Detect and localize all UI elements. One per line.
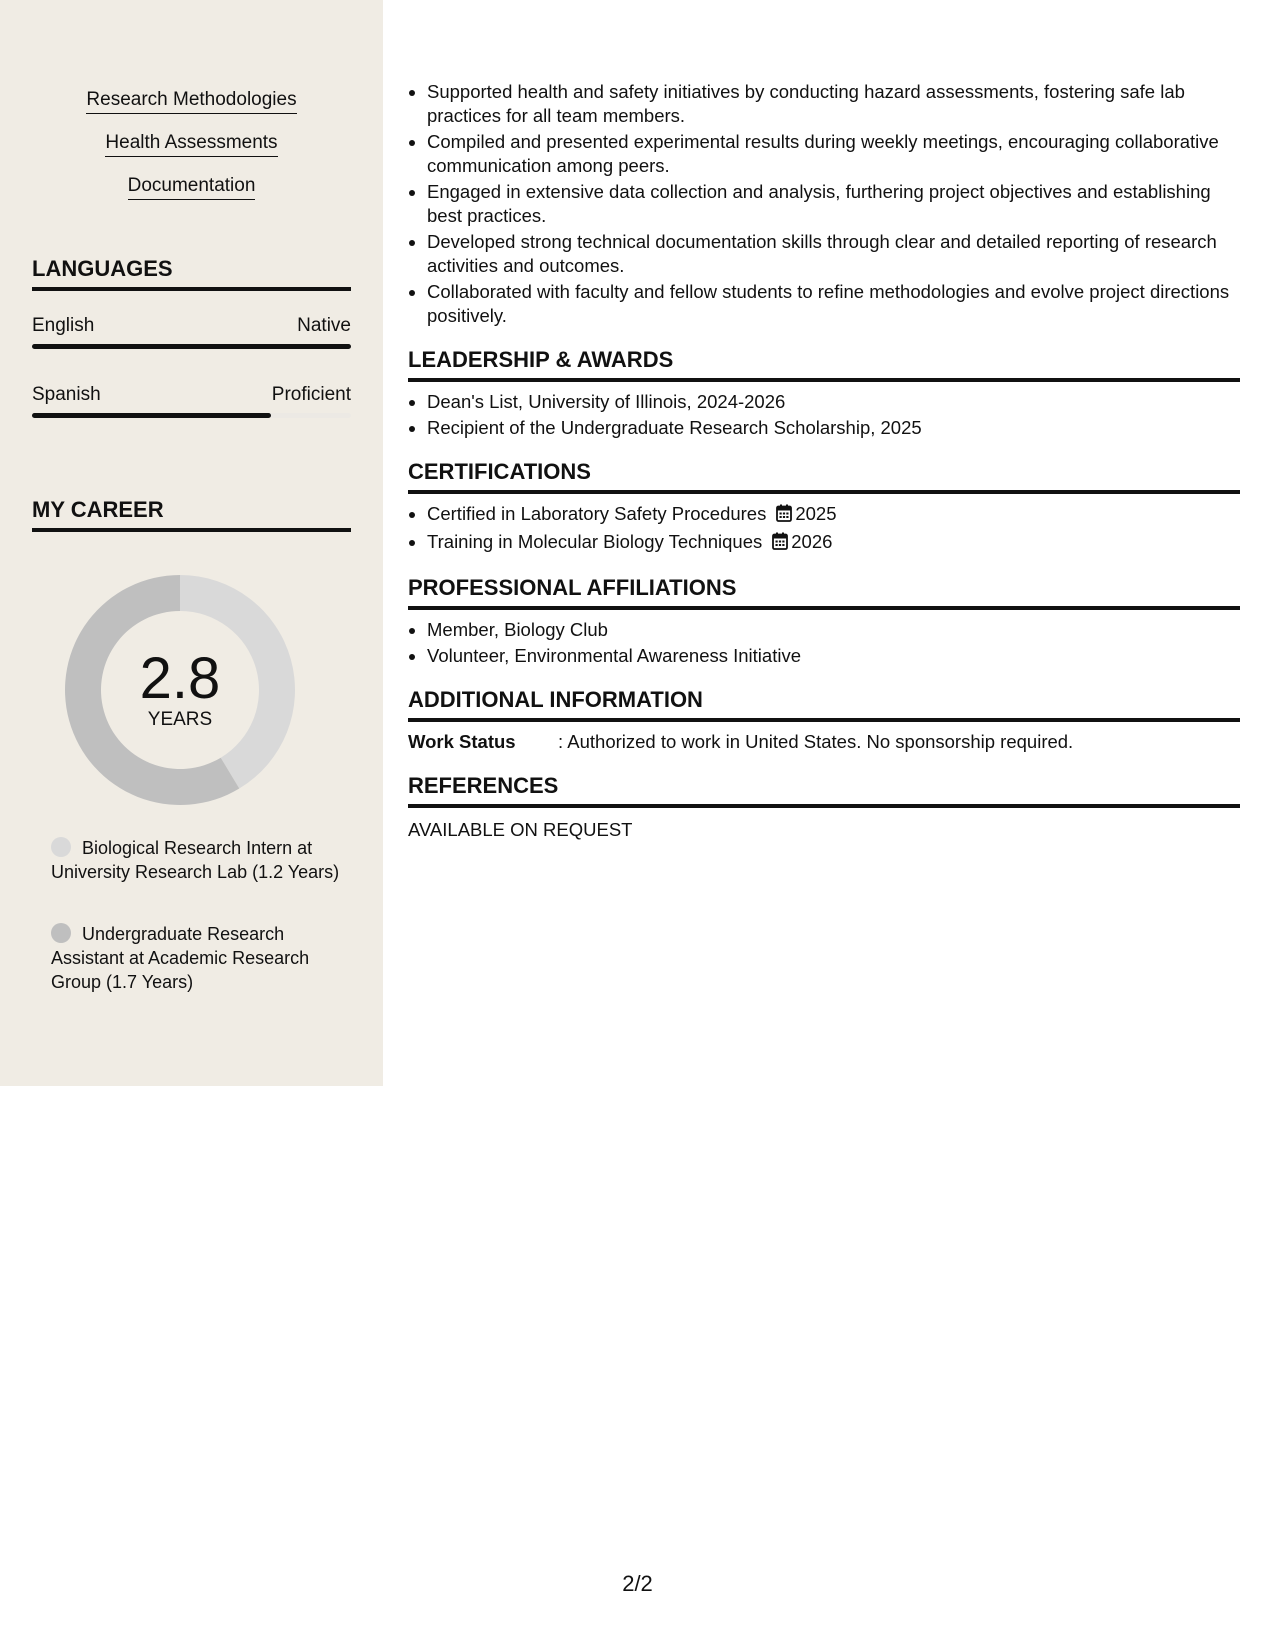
- work-status-row: [408, 730, 1240, 754]
- language-name: Spanish: [32, 384, 101, 405]
- certifications-heading: CERTIFICATIONS: [408, 458, 1240, 494]
- list-item: Volunteer, Environmental Awareness Initiative: [408, 644, 1240, 668]
- certification-year: 2026: [791, 531, 833, 552]
- affiliations-list: [408, 618, 1240, 668]
- leadership-heading: LEADERSHIP & AWARDS: [408, 346, 1240, 382]
- legend-swatch: [51, 837, 71, 857]
- skill-list: [0, 88, 383, 217]
- additional-info-heading: ADDITIONAL INFORMATION: [408, 686, 1240, 722]
- legend-label: Biological Research Intern at University Research Lab (1.2 Years): [51, 838, 340, 882]
- language-level: Native: [297, 315, 351, 336]
- list-item: Recipient of the Undergraduate Research Scholarship, 2025: [408, 416, 1240, 440]
- skill-item: Health Assessments: [105, 131, 277, 157]
- list-item: Supported health and safety initiatives by conducting hazard assessments, fostering safe lab practices for all team members.: [408, 80, 1240, 128]
- references-heading: REFERENCES: [408, 772, 1240, 808]
- career-legend-item: [51, 922, 341, 994]
- language-bar-fill: [32, 413, 271, 418]
- career-total-unit: YEARS: [147, 709, 213, 730]
- list-item: [408, 502, 1240, 528]
- list-item: Compiled and presented experimental results during weekly meetings, encouraging collaborative communication among peers.: [408, 130, 1240, 178]
- career-total-value: 2.8: [139, 646, 221, 711]
- certification-name: Certified in Laboratory Safety Procedures: [427, 503, 767, 524]
- calendar-icon: [776, 504, 792, 528]
- languages-heading: LANGUAGES: [32, 255, 351, 291]
- work-status-value: : Authorized to work in United States. No sponsorship required.: [558, 731, 1074, 752]
- calendar-icon: [772, 532, 788, 556]
- sidebar: [0, 0, 383, 1086]
- language-level: Proficient: [271, 384, 351, 405]
- references-text: AVAILABLE ON REQUEST: [408, 819, 633, 840]
- experience-bullets: [408, 80, 1240, 328]
- certification-year: 2025: [795, 503, 837, 524]
- career-donut-chart: [65, 575, 295, 805]
- skill-item: Documentation: [128, 174, 256, 200]
- certification-name: Training in Molecular Biology Techniques: [427, 531, 763, 552]
- list-item: [408, 530, 1240, 556]
- certifications-list: [408, 502, 1240, 556]
- list-item: Collaborated with faculty and fellow students to refine methodologies and evolve project directions positively.: [408, 280, 1240, 328]
- affiliations-heading: PROFESSIONAL AFFILIATIONS: [408, 574, 1240, 610]
- page-number: 2/2: [622, 1571, 653, 1596]
- list-item: Developed strong technical documentation skills through clear and detailed reporting of research activities and outcomes.: [408, 230, 1240, 278]
- legend-swatch: [51, 923, 71, 943]
- leadership-list: [408, 390, 1240, 440]
- work-status-label: Work Status: [408, 731, 516, 752]
- main-content: [408, 80, 1240, 842]
- language-bar-spanish: [32, 413, 351, 418]
- list-item: Dean's List, University of Illinois, 2024-2026: [408, 390, 1240, 414]
- legend-label: Undergraduate Research Assistant at Academic Research Group (1.7 Years): [51, 924, 310, 992]
- career-heading: MY CAREER: [32, 496, 351, 532]
- language-bar-english: [32, 344, 351, 349]
- list-item: Member, Biology Club: [408, 618, 1240, 642]
- language-row-spanish: [32, 383, 351, 411]
- language-row-english: [32, 314, 351, 342]
- skill-item: Research Methodologies: [86, 88, 296, 114]
- language-bar-fill: [32, 344, 351, 349]
- list-item: Engaged in extensive data collection and analysis, furthering project objectives and establishing best practices.: [408, 180, 1240, 228]
- career-legend-item: [51, 836, 341, 884]
- language-name: English: [32, 315, 95, 336]
